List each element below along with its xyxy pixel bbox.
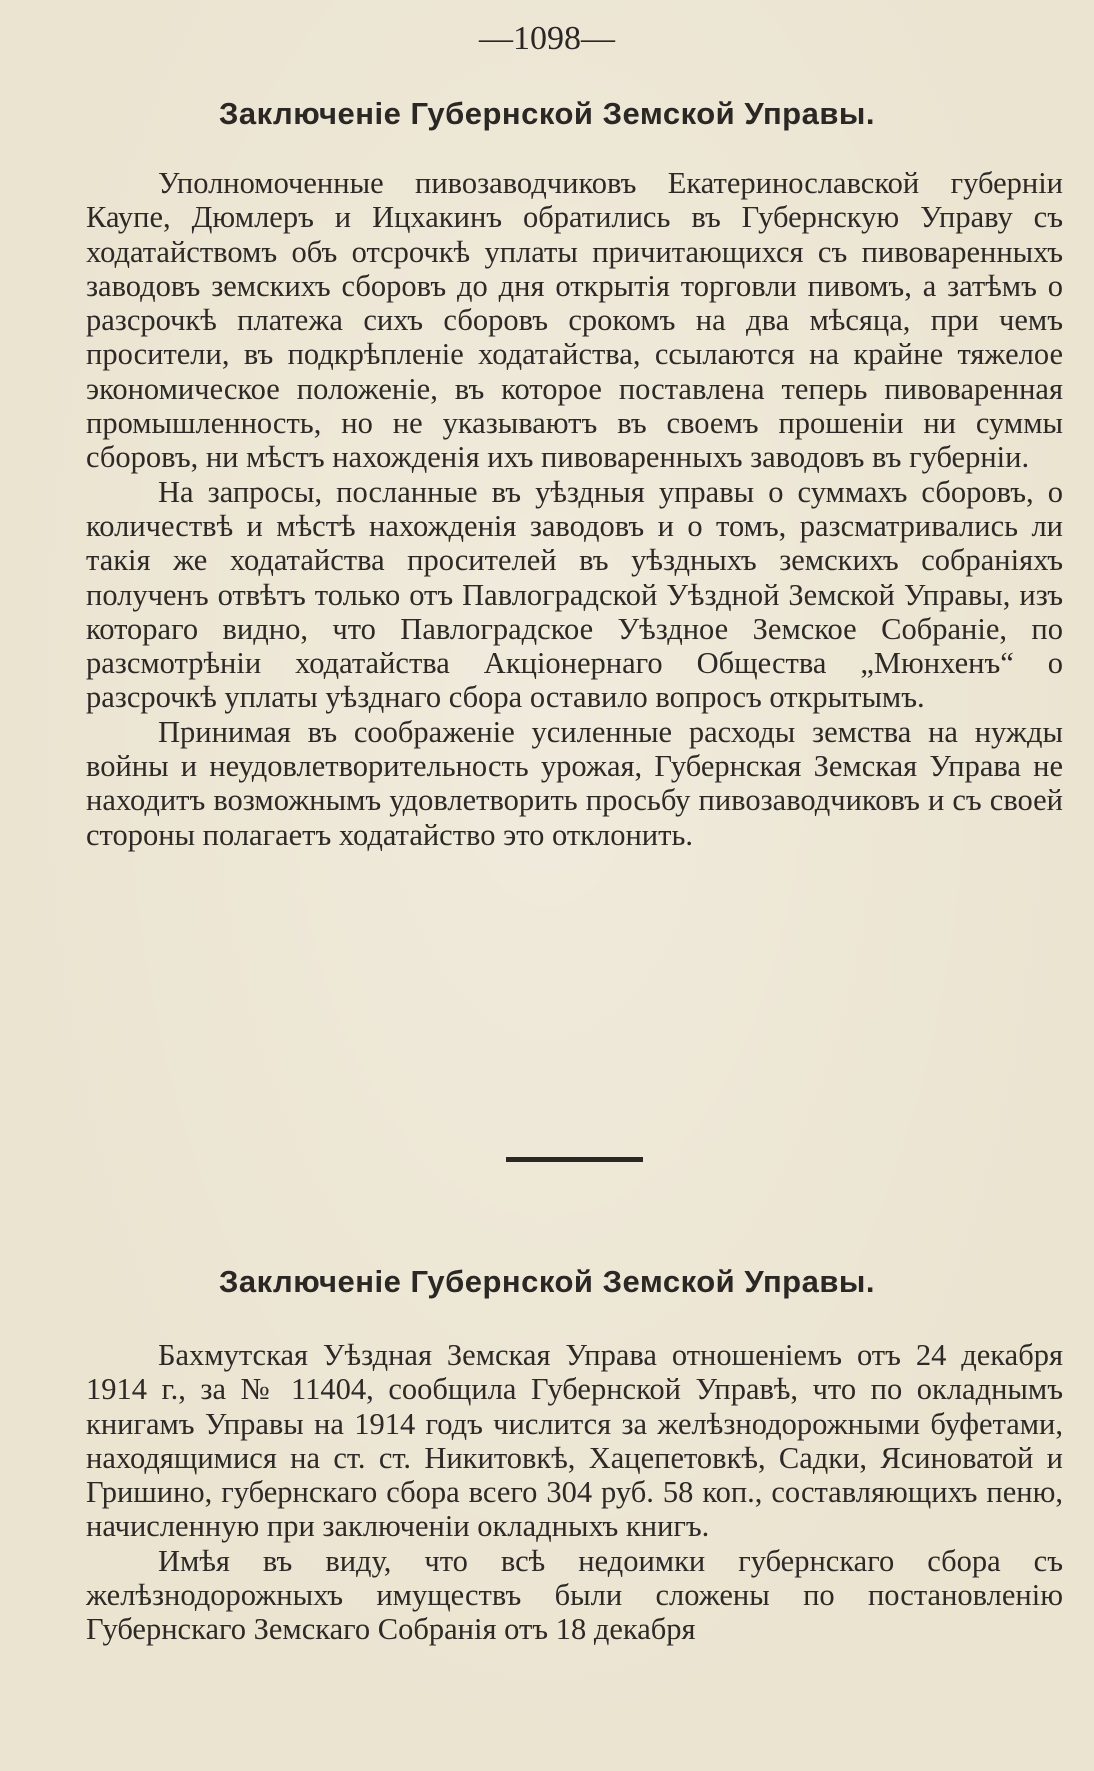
section-title-1: Заключенiе Губернской Земской Управы. bbox=[219, 96, 875, 131]
paragraph: Принимая въ соображенiе усиленные расходы земства на нужды войны и неудовлетворительность урожая, Губернская Земская Управа не находитъ возможнымъ удовлетворить просьбу пивозаводчиковъ и съ своей стороны полагаетъ ходатайство это отклонить. bbox=[86, 714, 1063, 852]
section-title-2: Заключенiе Губернской Земской Управы. bbox=[219, 1264, 875, 1299]
paragraph: Имѣя въ виду, что всѣ недоимки губернскаго сбора съ желѣзнодорожныхъ имуществъ были сложены по постановленiю Губернскаго Земскаго Собранiя отъ 18 декабря bbox=[86, 1543, 1063, 1647]
paragraph: Бахмутская Уѣздная Земская Управа отношенiемъ отъ 24 декабря 1914 г., за № 11404, сообщила Губернской Управѣ, что по окладнымъ книгамъ Управы на 1914 годъ числится за желѣзнодорожными буфетами, находящимися на ст. ст. Никитовкѣ, Хацепетовкѣ, Садки, Ясиноватой и Гришино, губернскаго сбора всего 304 руб. 58 коп., составляющихъ пеню, начисленную при заключенiи окладныхъ книгъ. bbox=[86, 1338, 1063, 1544]
section-2-body bbox=[86, 1338, 1063, 1647]
page-number: —1098— bbox=[479, 20, 615, 57]
paragraph: Уполномоченные пивозаводчиковъ Екатеринославской губернiи Каупе, Дюмлеръ и Ицхакинъ обратились въ Губернскую Управу съ ходатайствомъ объ отсрочкѣ уплаты причитающихся съ пивоваренныхъ заводовъ земскихъ сборовъ до дня открытiя торговли пивомъ, а затѣмъ о разсрочкѣ платежа сихъ сборовъ срокомъ на два мѣсяца, при чемъ просители, въ подкрѣпленiе ходатайства, ссылаются на крайне тяжелое экономическое положенiе, въ которое поставлена теперь пивоваренная промышленность, но не указываютъ въ своемъ прошенiи ни суммы сборовъ, ни мѣстъ нахожденiя ихъ пивоваренныхъ заводовъ въ губернiи. bbox=[86, 166, 1063, 475]
paragraph: На запросы, посланные въ уѣздныя управы о суммахъ сборовъ, о количествѣ и мѣстѣ нахожденiя заводовъ и о томъ, разсматривались ли такiя же ходатайства просителей въ уѣздныхъ земскихъ собранiяхъ полученъ отвѣтъ только отъ Павлоградской Уѣздной Земской Управы, изъ котораго видно, что Павлоградское Уѣздное Земское Собранiе, по разсмотрѣнiи ходатайства Акцiонернаго Общества „Мюнхенъ“ о разсрочкѣ уплаты уѣзднаго сбора оставило вопросъ открытымъ. bbox=[86, 474, 1063, 715]
section-1-body bbox=[86, 166, 1063, 852]
section-divider bbox=[506, 1157, 643, 1162]
